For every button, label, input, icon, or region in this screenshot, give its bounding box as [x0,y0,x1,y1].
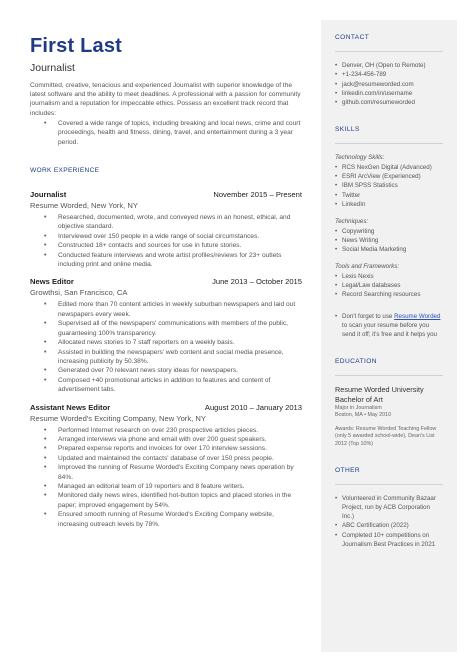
contact-linkedin[interactable]: • linkedin.com/in/username [335,89,443,98]
contact-github[interactable]: • github.com/resumeworded [335,98,443,107]
contact-location: • Denver, OH (Open to Remote) [335,61,443,70]
job-company: Resume Worded's Exciting Company, New York, NY [30,413,206,423]
skill-item: • Twitter [335,191,443,200]
divider [335,143,443,144]
job-dates: November 2015 – Present [213,190,302,200]
tip-text-before: Don't forget to use [342,312,395,320]
job-bullet: • Updated and maintained the contacts' database of over 150 press people. [30,454,302,463]
job-role: News Editor [30,277,74,287]
divider [335,375,443,376]
skills-list [335,272,443,300]
job-bullet: • Arranged interviews via phone and email with over 200 guest speakers. [30,435,302,444]
job-role: Journalist [30,190,67,200]
contact-heading: CONTACT [335,34,370,41]
other-item: • ABC Certification (2022) [335,521,443,530]
skills-group-label: Tools and Frameworks: [335,263,400,271]
job-bullet: • Allocated news stories to 7 staff reporters on a weekly basis. [30,338,302,347]
job-dates: June 2013 – October 2015 [212,277,302,287]
skill-item: • Lexis Nexis [335,272,443,281]
job-bullet: • Assisted in building the newspapers' web content and social media presence, increasing publicity by 50.38%. [30,348,302,367]
skill-item: • LinkedIn [335,200,443,209]
other-list [335,494,443,550]
job-entry [30,190,302,269]
education-awards: Awards: Resume Worded Teaching Fellow (only 5 awarded school-wide), Dean's List 2012 (Top 10%) [335,425,437,447]
skill-item: • ESRI ArcView (Experienced) [335,172,443,181]
job-company: Resume Worded, New York, NY [30,201,138,211]
job-bullet: • Managed an editorial team of 19 reporters and 8 feature writers. [30,482,302,491]
skill-item: • Social Media Marketing [335,245,443,254]
skills-list [335,227,443,255]
other-item: • Completed 10+ competitions on Journalism Best Practices in 2021 [335,531,443,550]
divider [335,484,443,485]
skill-item: • Legal/Law databases [335,281,443,290]
job-bullet: • Improved the running of Resume Worded's Exciting Company news operation by 84%. [30,463,302,482]
job-entry [30,403,302,529]
resume-main-column [30,34,302,537]
skills-group-label: Techniques: [335,218,369,226]
resume-sidebar [321,20,457,652]
job-bullet: • Generated over 70 relevant news story ideas for newspapers. [30,366,302,375]
summary-text: Committed, creative, tenacious and experienced Journalist with superior knowledge of the latest software and the ability to meet deadlines. A professional with a passion for community journalism and a reputation for impeccable ethics. Possess an excellent track record that includes: [30,82,301,117]
education-degree: Bachelor of Art [335,394,383,404]
job-role: Assistant News Editor [30,402,111,412]
job-bullets [30,300,302,394]
job-bullet: • Conducted feature interviews and wrote artist profiles/reviews for 23+ outlets including print and online media. [30,251,302,270]
education-school: Resume Worded University [335,384,424,394]
candidate-name: First Last [30,35,123,57]
job-bullet: • Researched, documented, wrote, and conveyed news in an honest, ethical, and objective standard. [30,213,302,232]
job-bullet: • Edited more than 70 content articles in weekly suburban newspapers and laid out newspapers every week. [30,300,302,319]
other-item: • Volunteered in Community Bazaar Project, run by ACB Corporation Inc.) [335,494,443,522]
job-bullets [30,213,302,269]
job-bullet: • Supervised all of the newspapers' communications with members of the public, guaranteeing 100% transparency. [30,319,302,338]
job-bullet: • Monitored daily news wires, identified hot-button topics and placed stories in the paper; improved engagement by 54%. [30,491,302,510]
education-heading: EDUCATION [335,357,377,365]
education-major: Major in Journalism [335,404,382,411]
job-bullet: • Performed Internet research on over 230 prospective articles pieces. [30,426,302,435]
job-bullets [30,426,302,529]
tip-text-after: to scan your resume before you send it off; it's free and it helps you [342,321,437,339]
contact-email[interactable]: • jack@resumeworded.com [335,80,443,89]
job-bullet: • Composed +40 promotional articles in addition to features and content of advertisement tabs. [30,376,302,395]
skill-item: • News Writing [335,236,443,245]
education-location-date: Boston, MA • May 2010 [335,412,392,419]
job-bullet: • Prepared expense reports and invoices for over 170 interview sessions. [30,444,302,453]
work-experience-heading: WORK EXPERIENCE [30,167,100,175]
job-bullet: • Interviewed over 150 people in a wide range of social circumstances. [30,232,302,241]
contact-list [335,61,443,107]
divider [335,51,443,52]
skills-heading: SKILLS [335,126,360,134]
job-entry [30,277,302,394]
resume-worded-link[interactable]: Resume Worded [394,312,441,320]
skill-item: • RCS NexGen Digital (Advanced) [335,163,443,172]
summary-bullet: • Covered a wide range of topics, including breaking and local news, crime and court proceedings, health and fitness, dining, travel, and entertainment during a 3 year period. [30,119,302,147]
job-dates: August 2010 – January 2013 [204,402,302,412]
candidate-title: Journalist [30,62,75,74]
skill-item: • Copywriting [335,227,443,236]
job-bullet: • Constructed 18+ contacts and sources for use in future stories. [30,241,302,250]
skills-group-label: Technology Skills: [335,154,385,162]
job-company: Growthsi, San Francisco, CA [30,288,128,298]
skill-item: • IBM SPSS Statistics [335,181,443,190]
summary-list [30,119,302,147]
other-heading: OTHER [335,466,361,474]
job-bullet: • Ensured smooth running of Resume Worded's Exciting Company website, increasing outreach levels by 78%. [30,510,302,529]
skills-list [335,163,443,209]
contact-phone: • +1-234-456-789 [335,70,443,79]
skill-item: • Record Searching resources [335,290,443,299]
resume-tip [335,312,443,340]
